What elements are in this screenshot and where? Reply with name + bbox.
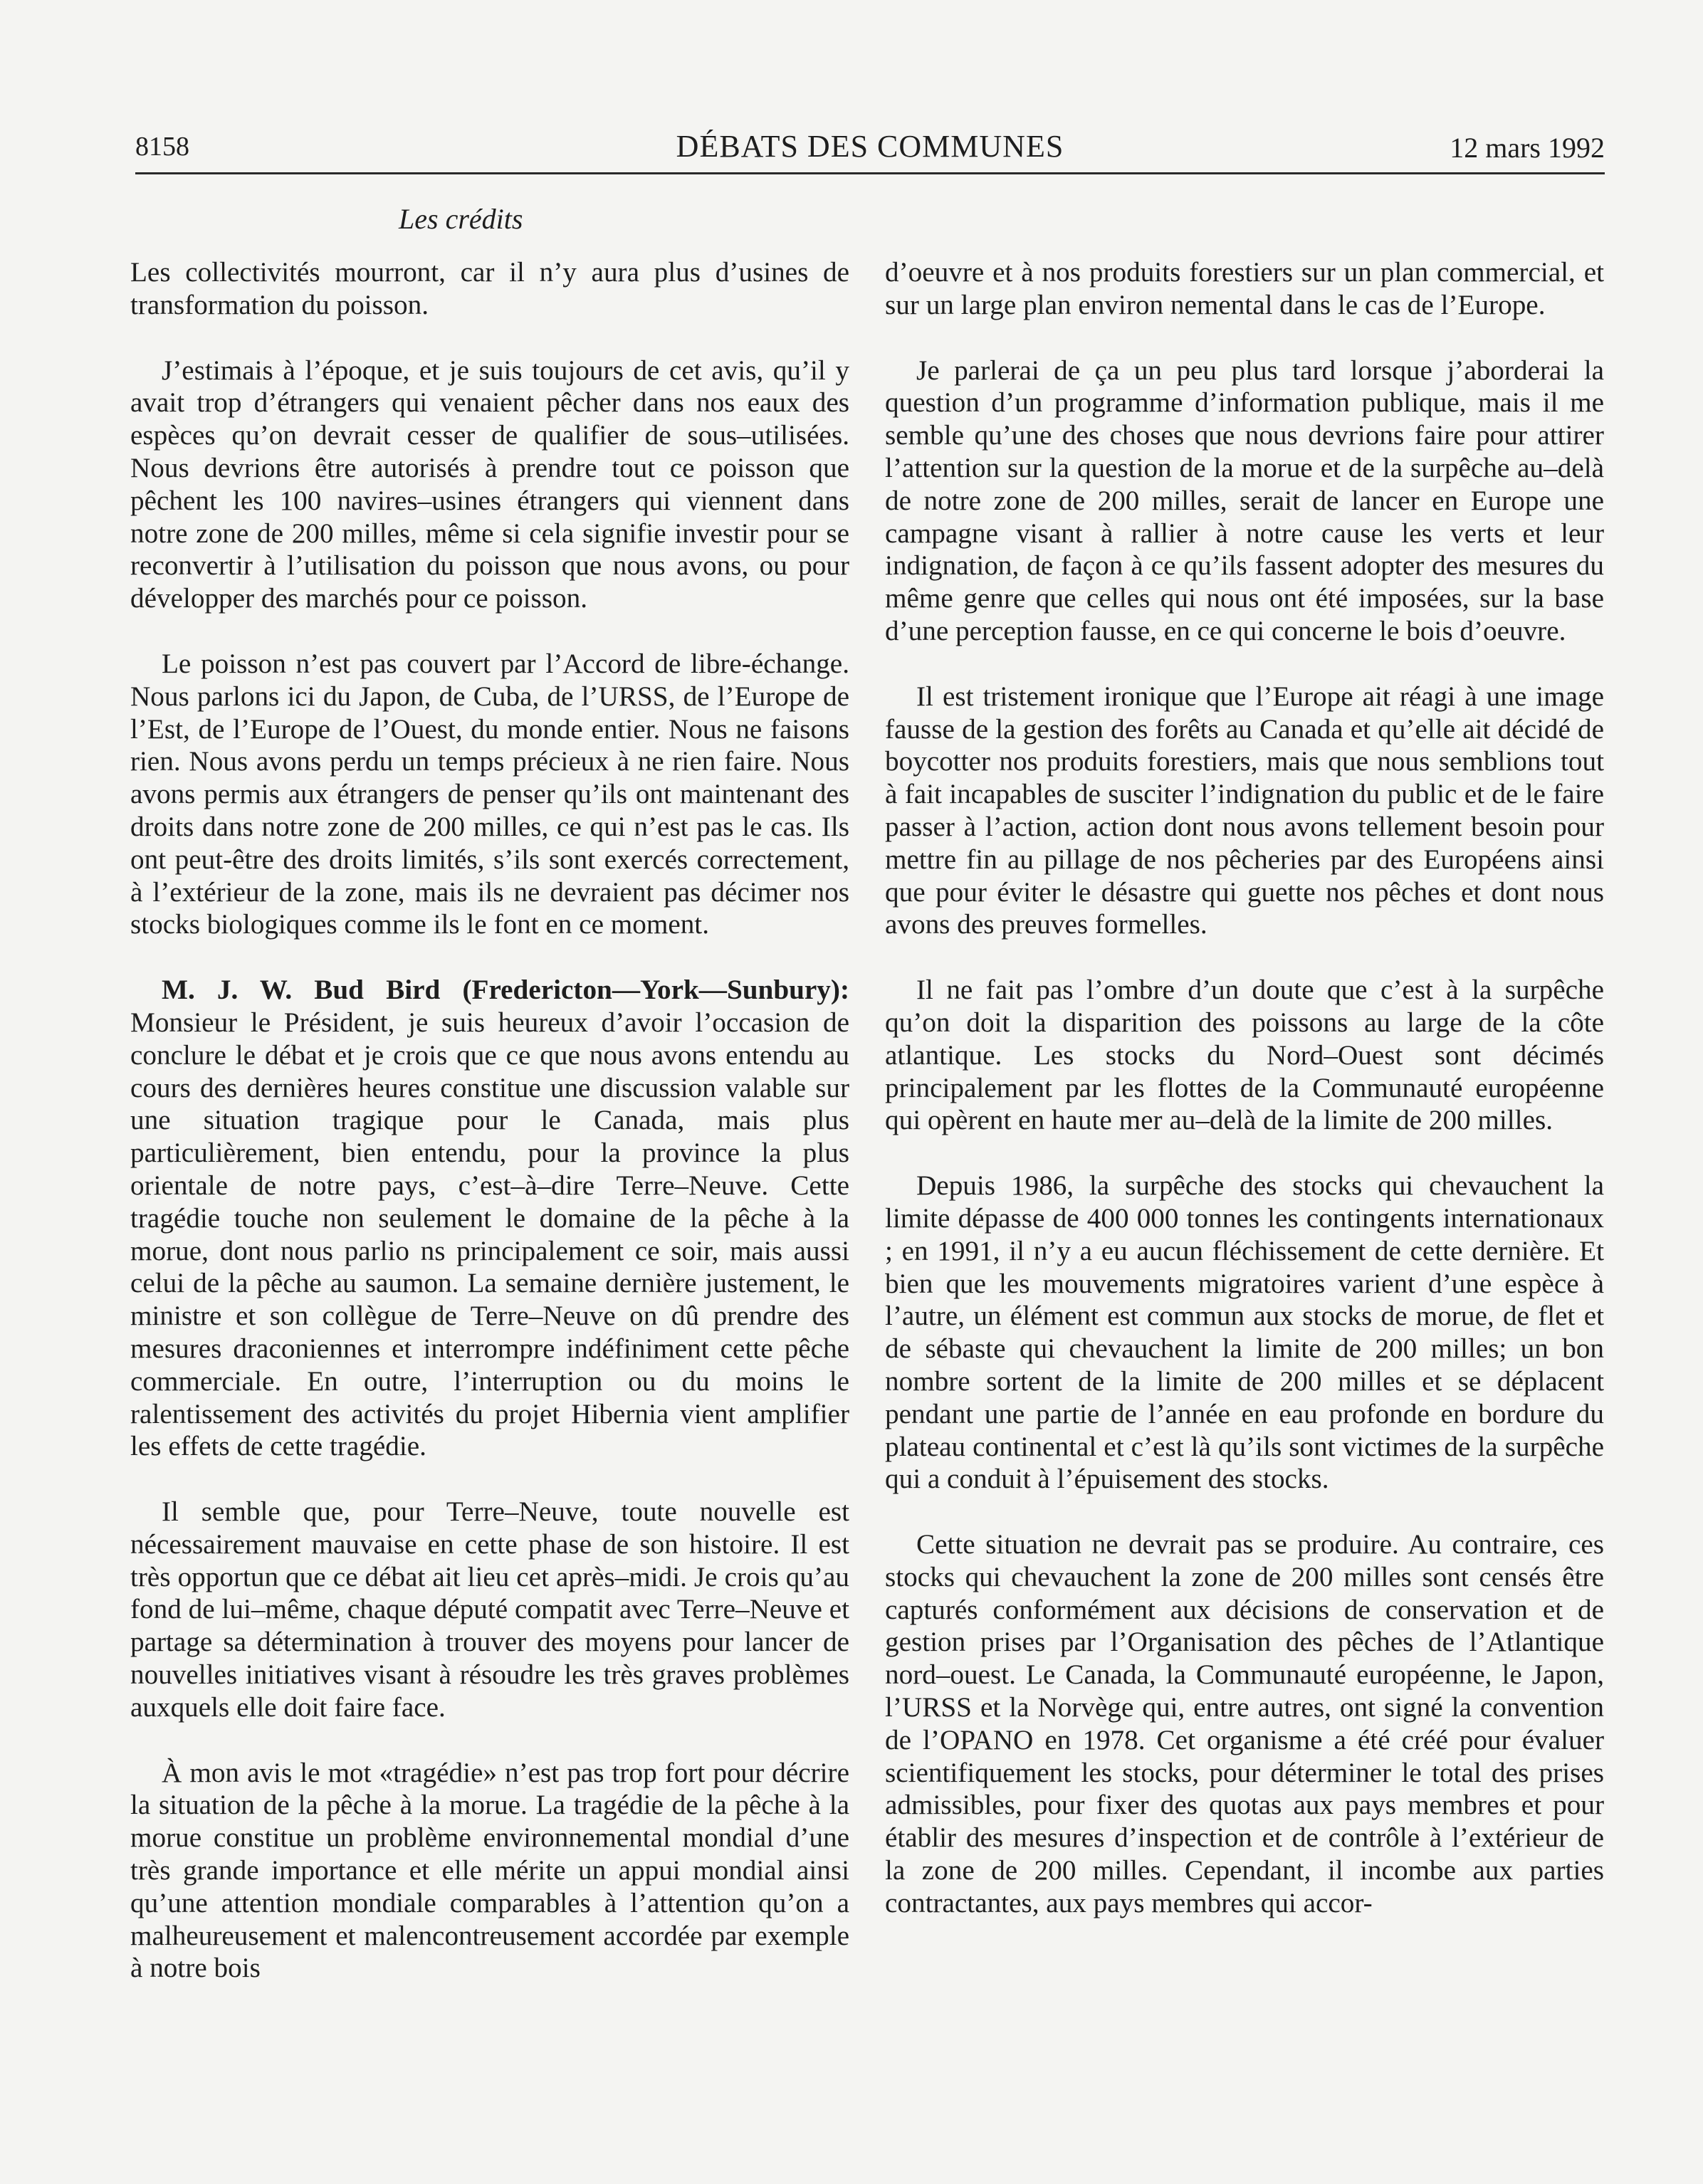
page-number: 8158 xyxy=(135,132,189,162)
right-column xyxy=(885,256,1604,1953)
left-column xyxy=(130,256,849,2017)
section-title: Les crédits xyxy=(399,203,523,235)
journal-title: DÉBATS DES COMMUNES xyxy=(676,129,1064,164)
issue-date: 12 mars 1992 xyxy=(1450,132,1605,164)
paragraph: Le poisson n’est pas couvert par l’Accord de libre-échange. Nous parlons ici du Japon, de Cuba, de l’URSS, de l’Europe de l’Est, de l’Europe de l’Ouest, du monde entier. Nous ne faisons rien. Nous avons perdu un temps précieux à ne rien faire. Nous avons permis aux étrangers de penser qu’ils ont maintenant des droits dans notre zone de 200 milles, ce qui n’est pas le cas. Ils ont peut-être des droits limités, s’ils sont exercés correctement, à l’extérieur de la zone, mais ils ne devraient pas décimer nos stocks biologiques comme ils le font en ce moment. xyxy=(130,648,849,940)
speech-text: Monsieur le Président, je suis heureux d’avoir l’occasion de conclure le débat et je crois que ce que nous avons entendu au cours des dernières heures constitue une discussion valable sur une situation tragique pour le Canada, mais plus particulièrement, bien entendu, pour la province la plus orientale de notre pays, c’est–à–dire Terre–Neuve. Cette tragédie touche non seulement le domaine de la pêche à la morue, dont nous parlio ns principalement ce soir, mais aussi celui de la pêche au saumon. La semaine dernière justement, le ministre et son collègue de Terre–Neuve on dû prendre des mesures draconiennes et interrompre indéfiniment cette pêche commerciale. En outre, l’interruption ou du moins le ralentissement des activités du projet Hibernia vient amplifier les effets de cette tragédie. xyxy=(130,1007,849,1462)
paragraph: Les collectivités mourront, car il n’y aura plus d’usines de transformation du poisson. xyxy=(130,257,849,320)
speaker-name: M. J. W. Bud Bird (Fredericton—York—Sunbury): xyxy=(162,975,849,1006)
paragraph: Il ne fait pas l’ombre d’un doute que c’est à la surpêche qu’on doit la disparition des poissons au large de la côte atlantique. Les stocks du Nord–Ouest sont décimés principalement par les flottes de la Communauté européenne qui opèrent en haute mer au–delà de la limite de 200 milles. xyxy=(885,975,1604,1136)
paragraph: Cette situation ne devrait pas se produire. Au contraire, ces stocks qui chevauchent la zone de 200 milles sont censés être capturés conformément aux décisions de conservation et de gestion prises par l’Organisation des pêches de l’Atlantique nord–ouest. Le Canada, la Communauté européenne, le Japon, l’URSS et la Norvège qui, entre autres, ont signé la convention de l’OPANO en 1978. Cet organisme a été créé pour évaluer scientifiquement les stocks, pour déterminer le total des prises admissibles, pour fixer des quotas aux pays membres et pour établir des mesures d’inspection et de contrôle à l’extérieur de la zone de 200 milles. Cependant, il incombe aux parties contractantes, aux pays membres qui accor- xyxy=(885,1529,1604,1918)
paragraph: Je parlerai de ça un peu plus tard lorsque j’aborderai la question d’un programme d’information publique, mais il me semble qu’une des choses que nous devrions faire pour attirer l’attention sur la question de la morue et de la surpêche au–delà de notre zone de 200 milles, serait de lancer en Europe une campagne visant à rallier à notre cause les verts et leur indignation, de façon à ce qu’ils fassent adopter des mesures du même genre que celles qui nous ont été imposées, sur la base d’une perception fausse, en ce qui concerne le bois d’oeuvre. xyxy=(885,355,1604,646)
paragraph: Depuis 1986, la surpêche des stocks qui chevauchent la limite dépasse de 400 000 tonnes les contingents internationaux ; en 1991, il n’y a eu aucun fléchissement de cette dernière. Et bien que les mouvements migratoires varient d’une espèce à l’autre, un élément est commun aux stocks de morue, de flet et de sébaste qui chevauchent la limite de 200 milles; un bon nombre sortent de la limite de 200 milles et se déplacent pendant une partie de l’année en eau profonde en bordure du plateau continental et c’est là qu’ils sont victimes de la surpêche qui a conduit à l’épuisement des stocks. xyxy=(885,1170,1604,1495)
speech-paragraph xyxy=(130,974,849,1463)
paragraph: Il semble que, pour Terre–Neuve, toute nouvelle est nécessairement mauvaise en cette phase de son histoire. Il est très opportun que ce débat ait lieu cet après–midi. Je crois qu’au fond de lui–même, chaque député compatit avec Terre–Neuve et partage sa détermination à trouver des moyens pour lancer de nouvelles initiatives visant à résoudre les très graves problèmes auxquels elle doit faire face. xyxy=(130,1496,849,1723)
page-header xyxy=(135,128,1605,174)
paragraph: J’estimais à l’époque, et je suis toujours de cet avis, qu’il y avait trop d’étrangers qui venaient pêcher dans nos eaux des espèces qu’on devrait cesser de qualifier de sous–utilisées. Nous devrions être autorisés à prendre tout ce poisson que pêchent les 100 navires–usines étrangers qui viennent dans notre zone de 200 milles, même si cela signifie investir pour se reconvertir à l’utilisation du poisson que nous avons, ou pour développer des marchés pour ce poisson. xyxy=(130,355,849,614)
paragraph: Il est tristement ironique que l’Europe ait réagi à une image fausse de la gestion des forêts au Canada et qu’elle ait décidé de boycotter nos produits forestiers, mais que nous semblions tout à fait incapables de susciter l’indignation du public et de le faire passer à l’action, action dont nous avons tellement besoin pour mettre fin au pillage de nos pêcheries par des Européens ainsi que pour éviter le désastre qui guette nos pêches et dont nous avons des preuves formelles. xyxy=(885,681,1604,940)
paragraph: d’oeuvre et à nos produits forestiers sur un plan commercial, et sur un large plan environ nemental dans le cas de l’Europe. xyxy=(885,257,1604,320)
paragraph: À mon avis le mot «tragédie» n’est pas trop fort pour décrire la situation de la pêche à la morue. La tragédie de la pêche à la morue constitue un problème environnemental mondial d’une très grande importance et elle mérite un appui mondial ainsi qu’une attention mondiale comparables à l’attention qu’on a malheureusement et malencontreusement accordée par exemple à notre bois xyxy=(130,1757,849,1984)
